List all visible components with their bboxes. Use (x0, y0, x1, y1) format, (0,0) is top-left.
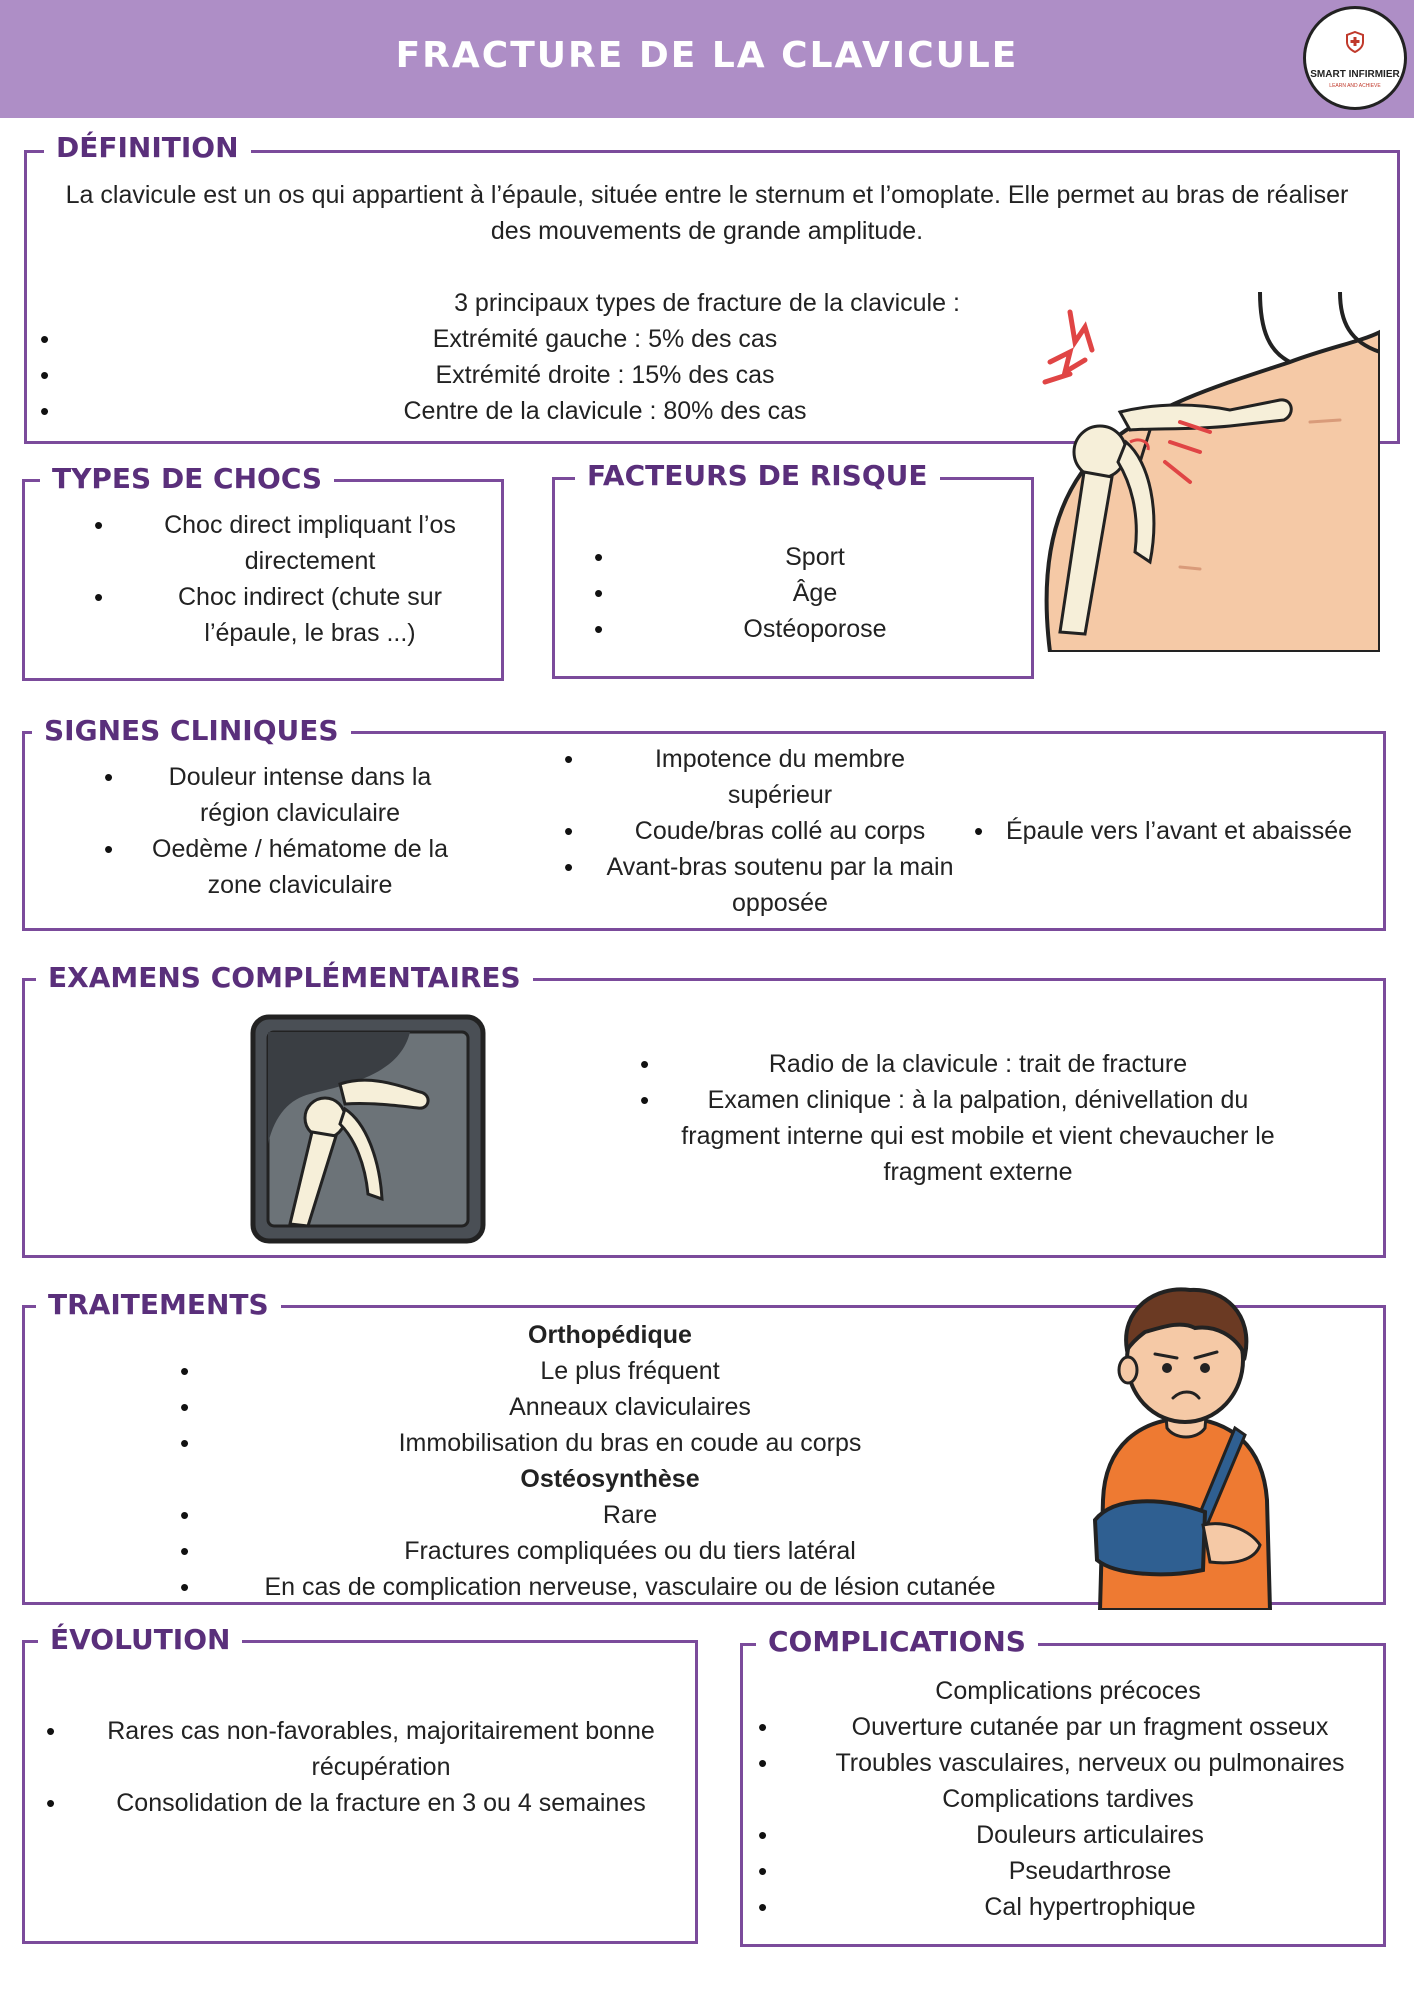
list-item: • Troubles vasculaires, nerveux ou pulmonaires (750, 1745, 1380, 1781)
list-item: • Rares cas non-favorables, majoritairement bonne récupération (40, 1713, 690, 1785)
list-item: • Impotence du membre supérieur (560, 741, 960, 813)
list-item: • Épaule vers l’avant et abaissée (970, 813, 1380, 849)
patient-sling-illustration (1085, 1280, 1285, 1610)
list-item: • Ostéoporose (590, 611, 1040, 647)
signes-col2 (560, 741, 960, 921)
chocs-heading: TYPES DE CHOCS (40, 462, 334, 496)
list-item: • Pseudarthrose (750, 1853, 1380, 1889)
list-item: • Fractures compliquées ou du tiers latéral (180, 1533, 1080, 1569)
list-item: • Immobilisation du bras en coude au corps (180, 1425, 1080, 1461)
list-item: • Extrémité gauche : 5% des cas (40, 321, 1170, 357)
evolution-heading: ÉVOLUTION (38, 1623, 242, 1657)
list-item: • Ouverture cutanée par un fragment osseux (750, 1709, 1380, 1745)
fracture-types-intro: 3 principaux types de fracture de la clavicule : (454, 289, 960, 317)
osteo-title: Ostéosynthèse (520, 1465, 700, 1493)
osteo-list (180, 1497, 1080, 1605)
list-item: • Coude/bras collé au corps (560, 813, 960, 849)
traitements-heading: TRAITEMENTS (36, 1288, 281, 1322)
brand-logo (1303, 6, 1407, 110)
late-complications-title: Complications tardives (942, 1785, 1194, 1813)
signes-heading: SIGNES CLINIQUES (32, 714, 351, 748)
list-item: • En cas de complication nerveuse, vasculaire ou de lésion cutanée (180, 1569, 1080, 1605)
definition-heading: DÉFINITION (44, 131, 251, 165)
list-item: • Le plus fréquent (180, 1353, 1080, 1389)
logo-tagline: LEARN AND ACHIEVE (1329, 83, 1381, 89)
list-item: • Avant-bras soutenu par la main opposée (560, 849, 960, 921)
ortho-title: Orthopédique (528, 1321, 692, 1349)
list-item: • Douleurs articulaires (750, 1817, 1380, 1853)
list-item: • Oedème / hématome de la zone claviculaire (100, 831, 460, 903)
chocs-list (90, 507, 490, 651)
signes-col1 (100, 759, 460, 903)
shield-cross-icon (1345, 31, 1365, 53)
list-item: • Cal hypertrophique (750, 1889, 1380, 1925)
list-item: • Sport (590, 539, 1040, 575)
list-item: • Anneaux claviculaires (180, 1389, 1080, 1425)
evolution-list (40, 1713, 690, 1821)
examens-list (640, 1046, 1280, 1190)
xray-illustration (250, 1014, 486, 1244)
risques-heading: FACTEURS DE RISQUE (575, 459, 940, 493)
list-item: • Centre de la clavicule : 80% des cas (40, 393, 1170, 429)
list-item: • Choc direct impliquant l’os directement (90, 507, 490, 579)
complications-heading: COMPLICATIONS (756, 1625, 1038, 1659)
list-item: • Rare (180, 1497, 1080, 1533)
risques-list (590, 539, 1040, 647)
list-item: • Consolidation de la fracture en 3 ou 4 semaines (40, 1785, 690, 1821)
examens-heading: EXAMENS COMPLÉMENTAIRES (36, 961, 533, 995)
logo-name: SMART INFIRMIER (1310, 69, 1400, 80)
fracture-types-list (40, 321, 1170, 429)
definition-text: La clavicule est un os qui appartient à l’épaule, située entre le sternum et l’omoplate. Elle permet au bras de réaliser des mouvements de grande amplitude. (65, 181, 1349, 245)
late-complications-list (750, 1817, 1380, 1925)
signes-col3 (970, 813, 1380, 849)
early-complications-title: Complications précoces (935, 1677, 1201, 1705)
list-item: • Choc indirect (chute sur l’épaule, le bras ...) (90, 579, 490, 651)
list-item: • Extrémité droite : 15% des cas (40, 357, 1170, 393)
ortho-list (180, 1353, 1080, 1461)
list-item: • Examen clinique : à la palpation, dénivellation du fragment interne qui est mobile et vient chevaucher le fragment externe (640, 1082, 1280, 1190)
page-title: FRACTURE DE LA CLAVICULE (395, 35, 1019, 76)
shoulder-fracture-illustration (1030, 292, 1380, 652)
list-item: • Âge (590, 575, 1040, 611)
list-item: • Radio de la clavicule : trait de fracture (640, 1046, 1280, 1082)
early-complications-list (750, 1709, 1380, 1781)
list-item: • Douleur intense dans la région claviculaire (100, 759, 460, 831)
